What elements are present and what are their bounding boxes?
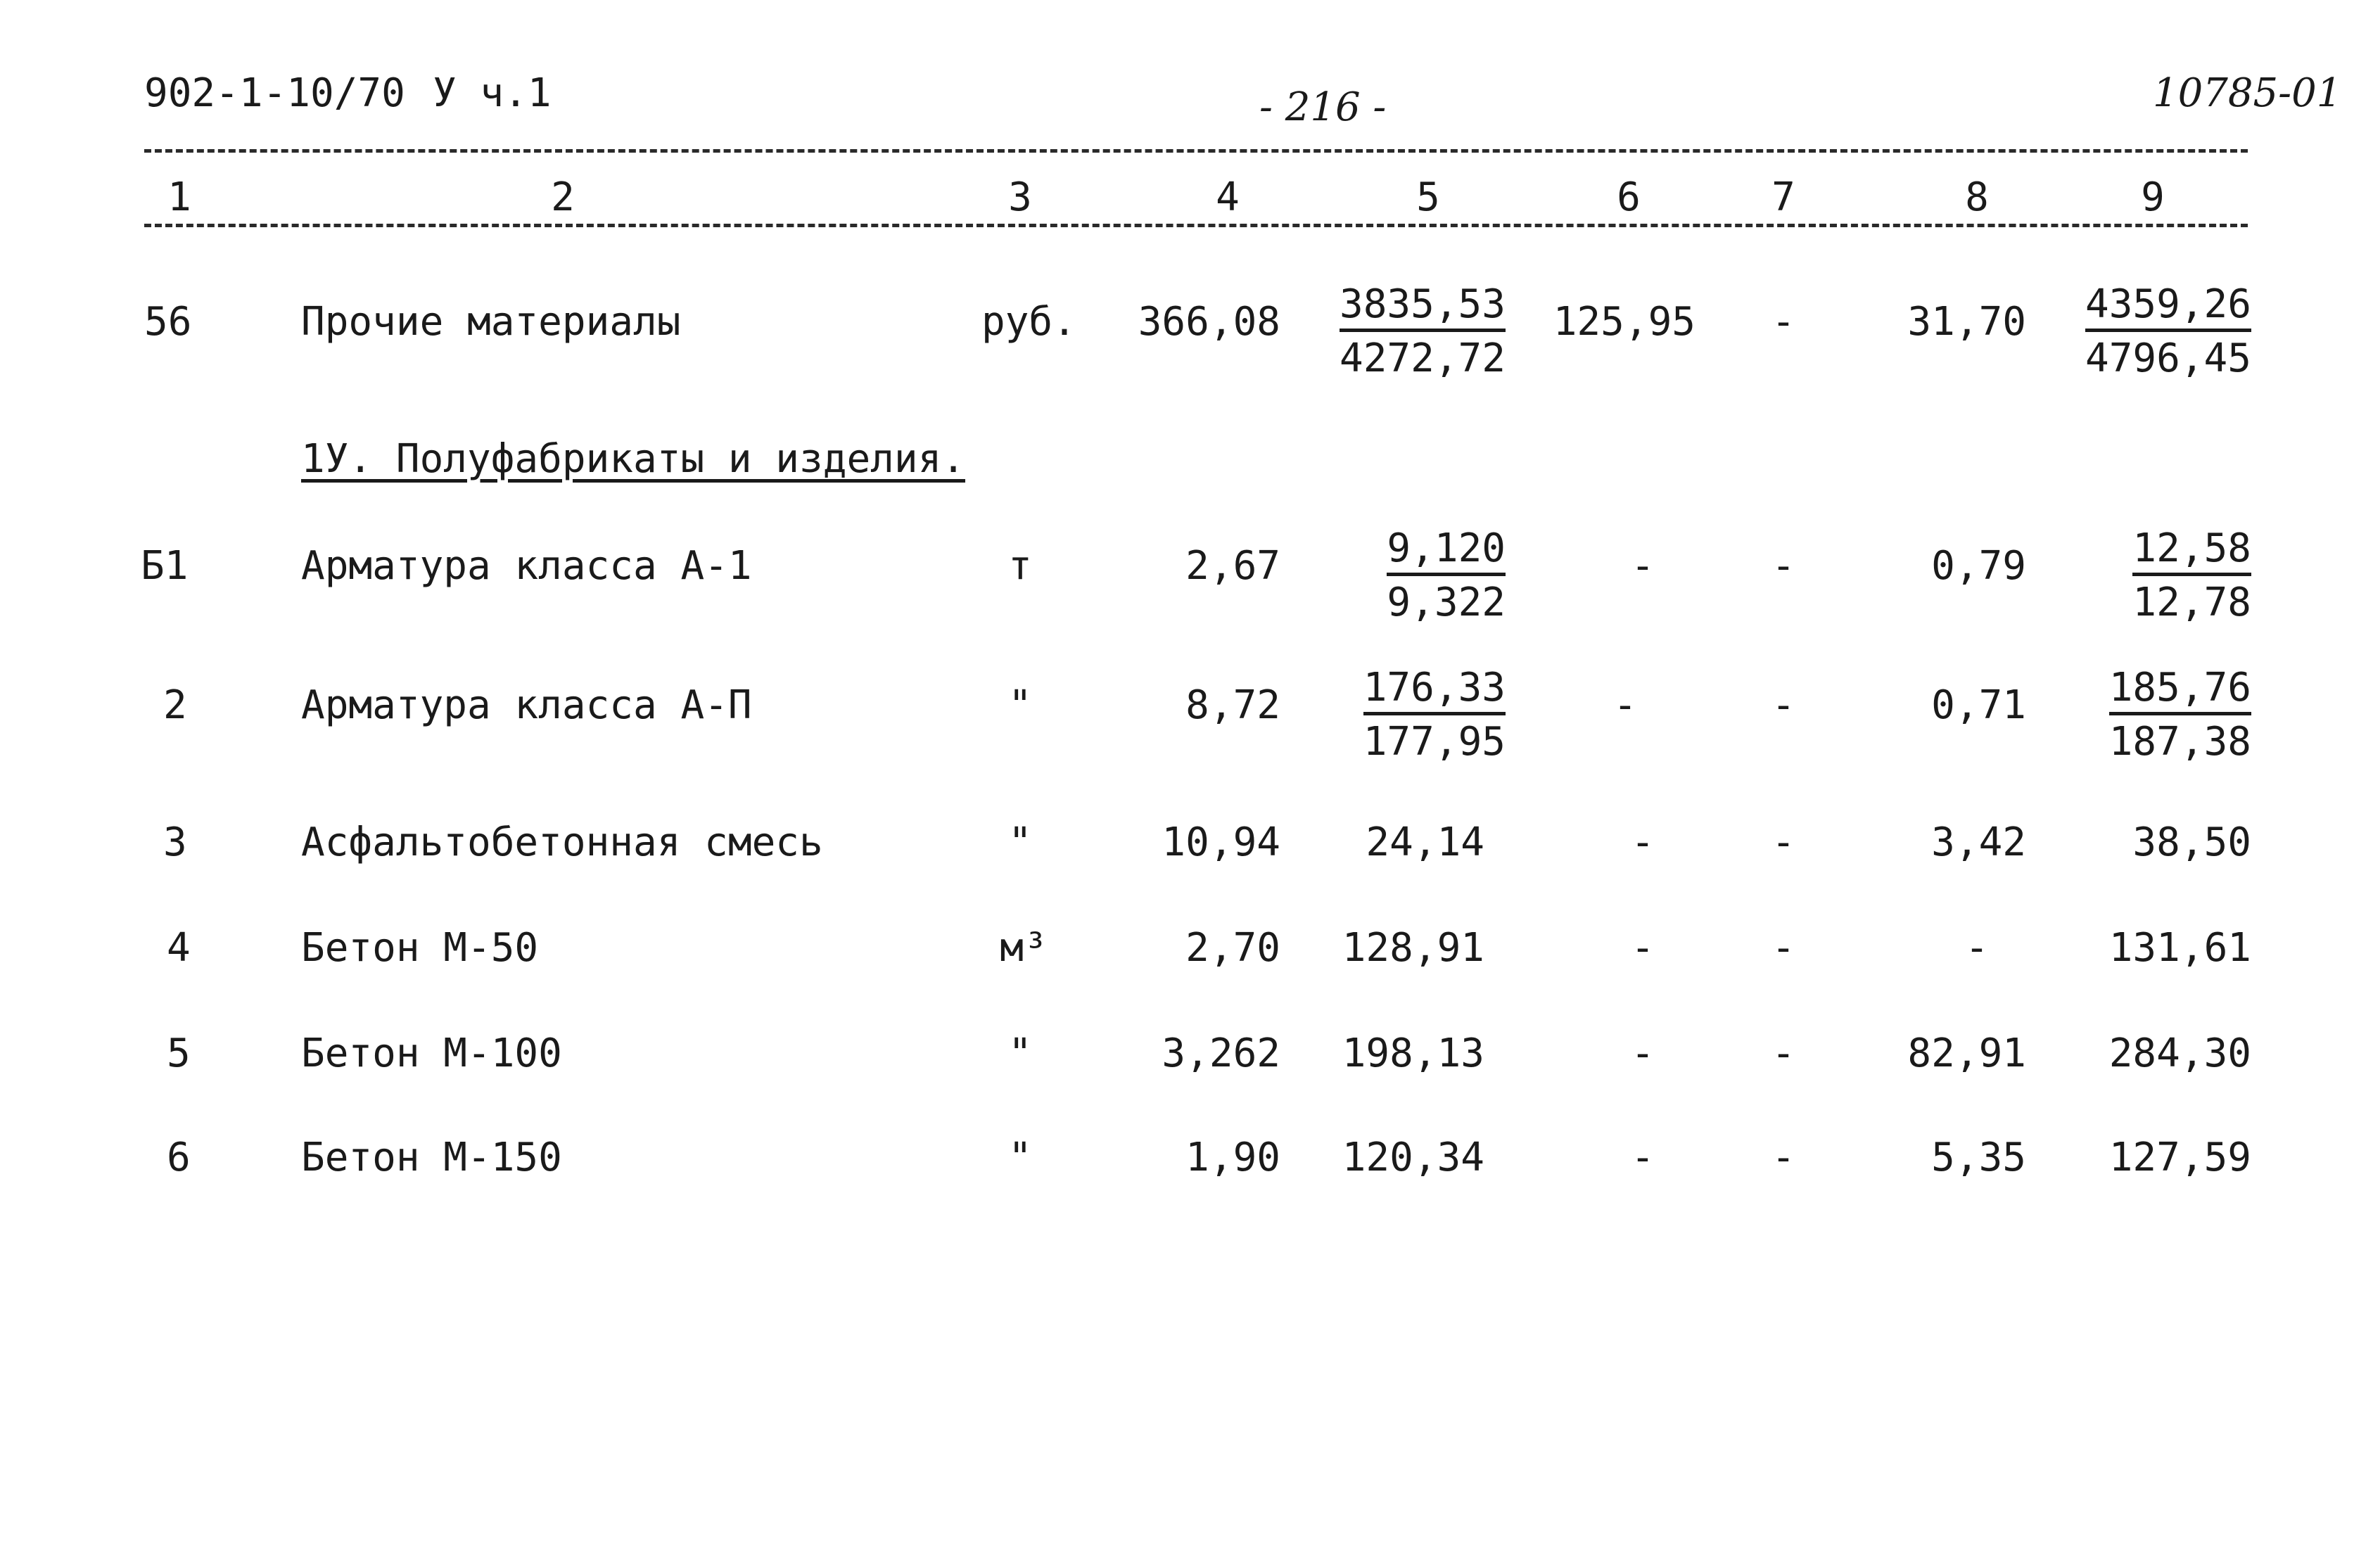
document-part: У ч.1: [433, 70, 552, 116]
column-9-numerator: 185,76: [2109, 668, 2251, 715]
column-9-value: 284,30: [2108, 1031, 2251, 1076]
material-name: Бетон М-100: [301, 1031, 562, 1076]
column-5-fraction: [1323, 281, 1506, 381]
unit: ": [1008, 682, 1032, 728]
column-8-value: 31,70: [1907, 299, 2026, 345]
column-5-value: 198,13: [1342, 1031, 1484, 1076]
unit: руб.: [981, 299, 1076, 345]
column-4-value: 2,67: [1185, 543, 1280, 589]
column-7-value: -: [1771, 682, 1795, 728]
page-number: - 216 -: [1259, 84, 1387, 130]
unit: ": [1008, 820, 1032, 865]
column-7-value: -: [1771, 1031, 1795, 1076]
column-header-3: 3: [1008, 174, 1032, 220]
header-bottom-rule: [144, 224, 2248, 227]
row-number: 5: [167, 1031, 191, 1076]
column-header-4: 4: [1216, 174, 1240, 220]
column-6-value: -: [1613, 682, 1637, 728]
column-6-value: -: [1631, 1031, 1655, 1076]
column-9-denominator: 187,38: [2108, 719, 2251, 765]
document-code: 902-1-10/70: [144, 70, 405, 116]
column-6-value: -: [1631, 543, 1655, 589]
column-6-value: 125,95: [1553, 299, 1696, 345]
column-5-numerator: 176,33: [1363, 668, 1506, 715]
column-7-value: -: [1771, 820, 1795, 865]
column-4-value: 1,90: [1185, 1135, 1280, 1180]
row-number: 3: [163, 820, 187, 865]
column-8-value: 5,35: [1931, 1135, 2026, 1180]
column-5-value: 120,34: [1342, 1135, 1484, 1180]
material-name: Прочие материалы: [301, 299, 681, 345]
column-5-value: 24,14: [1366, 820, 1484, 865]
column-6-value: -: [1631, 820, 1655, 865]
column-5-denominator: 9,322: [1387, 580, 1506, 625]
column-header-9: 9: [2141, 174, 2165, 220]
column-header-8: 8: [1965, 174, 1989, 220]
column-9-numerator: 12,58: [2132, 529, 2251, 576]
section-title: 1У. Полуфабрикаты и изделия.: [301, 436, 966, 482]
column-7-value: -: [1771, 299, 1795, 345]
column-4-value: 10,94: [1162, 820, 1280, 865]
row-number: 6: [167, 1135, 191, 1180]
material-name: Бетон М-50: [301, 925, 539, 971]
column-header-5: 5: [1416, 174, 1440, 220]
column-header-1: 1: [167, 174, 191, 220]
column-9-fraction: [2061, 665, 2251, 765]
sheet-reference: 10785-01: [2153, 70, 2342, 116]
column-9-fraction: [2061, 281, 2251, 381]
column-5-denominator: 177,95: [1363, 719, 1506, 765]
column-9-denominator: 12,78: [2132, 580, 2251, 625]
unit: ": [1008, 1031, 1032, 1076]
row-number: 2: [163, 682, 187, 728]
column-4-value: 2,70: [1185, 925, 1280, 971]
column-4-value: 8,72: [1185, 682, 1280, 728]
column-8-value: -: [1965, 925, 1989, 971]
column-5-denominator: 4272,72: [1339, 336, 1506, 381]
column-9-numerator: 4359,26: [2085, 285, 2251, 332]
column-5-fraction: [1323, 665, 1506, 765]
material-name: Арматура класса А-1: [301, 543, 752, 589]
row-number: 4: [167, 925, 191, 971]
column-9-fraction: [2061, 525, 2251, 625]
column-5-fraction: [1323, 525, 1506, 625]
column-header-6: 6: [1617, 174, 1641, 220]
column-4-value: 3,262: [1162, 1031, 1280, 1076]
column-5-value: 128,91: [1342, 925, 1484, 971]
column-7-value: -: [1771, 925, 1795, 971]
column-5-numerator: 3835,53: [1340, 285, 1506, 332]
row-number: 56: [144, 299, 192, 345]
unit: ": [1008, 1135, 1032, 1180]
unit: т: [1008, 543, 1032, 589]
column-5-numerator: 9,120: [1387, 529, 1506, 576]
column-7-value: -: [1771, 1135, 1795, 1180]
column-8-value: 3,42: [1931, 820, 2026, 865]
unit: м³: [1000, 925, 1048, 971]
column-6-value: -: [1631, 1135, 1655, 1180]
material-name: Арматура класса А-П: [301, 682, 752, 728]
column-8-value: 0,79: [1931, 543, 2026, 589]
column-8-value: 0,71: [1931, 682, 2026, 728]
column-header-7: 7: [1771, 174, 1795, 220]
column-7-value: -: [1771, 543, 1795, 589]
column-4-value: 366,08: [1138, 299, 1280, 345]
column-9-value: 38,50: [2132, 820, 2251, 865]
column-9-value: 127,59: [2108, 1135, 2251, 1180]
material-name: Бетон М-150: [301, 1135, 562, 1180]
column-6-value: -: [1631, 925, 1655, 971]
column-9-denominator: 4796,45: [2085, 336, 2251, 381]
header-top-rule: [144, 149, 2248, 153]
row-number: Б1: [141, 543, 189, 589]
material-name: Асфальтобетонная смесь: [301, 820, 823, 865]
column-8-value: 82,91: [1907, 1031, 2026, 1076]
column-9-value: 131,61: [2108, 925, 2251, 971]
column-header-2: 2: [551, 174, 575, 220]
